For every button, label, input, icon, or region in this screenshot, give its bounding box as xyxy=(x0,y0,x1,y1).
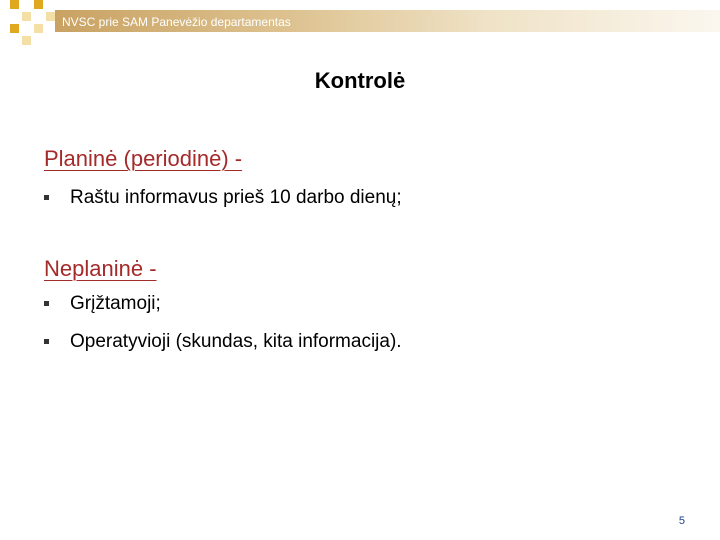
square-bullet-icon xyxy=(44,301,49,306)
decor-square xyxy=(46,12,55,21)
square-bullet-icon xyxy=(44,195,49,200)
corner-decoration xyxy=(0,0,60,50)
header-text: NVSC prie SAM Panevėžio departamentas xyxy=(62,15,291,29)
decor-square xyxy=(22,12,31,21)
list-item-text: Raštu informavus prieš 10 darbo dienų; xyxy=(70,187,402,208)
section-heading-neplanine: Neplaninė - xyxy=(44,256,157,281)
page-number: 5 xyxy=(678,515,685,527)
decor-square xyxy=(10,0,19,9)
slide-title: Kontrolė xyxy=(314,68,406,93)
section-heading-planine: Planinė (periodinė) - xyxy=(44,146,243,171)
decor-square xyxy=(34,0,43,9)
decor-square xyxy=(22,36,31,45)
square-bullet-icon xyxy=(44,339,49,344)
list-item-text: Operatyvioji (skundas, kita informacija). xyxy=(70,331,402,352)
list-item-text: Grįžtamoji; xyxy=(70,293,161,314)
decor-square xyxy=(10,24,19,33)
decor-square xyxy=(34,24,43,33)
